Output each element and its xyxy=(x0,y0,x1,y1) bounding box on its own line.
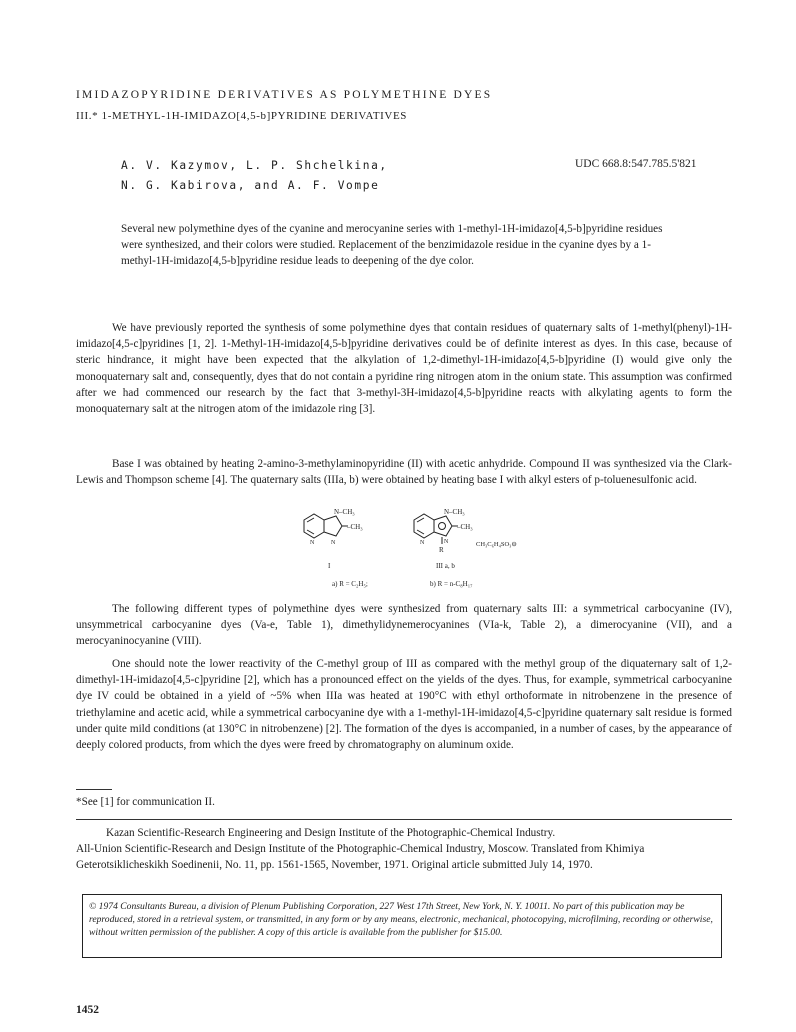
affiliation-block xyxy=(76,825,732,873)
body-paragraph-1 xyxy=(76,320,732,417)
structure-I xyxy=(304,514,348,538)
pyridine-ring xyxy=(414,514,434,538)
label-compound-III: III a, b xyxy=(436,562,455,570)
tosylate-anion: CH₃C₆H₄SO₃⊖ xyxy=(476,541,517,548)
struct-iii-n-pyr: N xyxy=(420,540,425,546)
paragraph-text: Base I was obtained by heating 2-amino-3-methylaminopyridine (II) with acetic anhydride. Compound II was synthesized via the Clark-Lewis and Thompson scheme [4]. The quaternary salts (IIIa, b) were obtained by heating base I with alkyl esters of p-toluenesulfonic acid. xyxy=(76,458,732,487)
substituent-a: a) R = C₂H₅; xyxy=(332,580,368,588)
authors-line-2: N. G. Kabirova, and A. F. Vompe xyxy=(121,179,380,192)
imidazolium-ring xyxy=(434,516,452,536)
pyridine-ring xyxy=(304,514,324,538)
body-paragraph-3 xyxy=(76,601,732,650)
struct-i-ch3: –CH₃ xyxy=(347,523,363,531)
page-number: 1452 xyxy=(76,1004,99,1016)
footnote: *See [1] for communication II. xyxy=(76,796,215,808)
struct-i-n-pyr: N xyxy=(310,540,315,546)
affiliation-line-1: Kazan Scientific-Research Engineering and Design Institute of the Photographic-Chemical Industry. xyxy=(106,827,556,839)
struct-iii-n-imid: N xyxy=(444,539,449,545)
author-list xyxy=(121,156,388,196)
udc-code: UDC 668.8:547.785.5'821 xyxy=(575,158,697,170)
imidazole-ring xyxy=(324,516,342,536)
substituent-b: b) R = n-C₈H₁₇ xyxy=(430,580,473,588)
authors-line-1: A. V. Kazymov, L. P. Shchelkina, xyxy=(121,159,388,172)
footnote-rule xyxy=(76,789,112,790)
struct-iii-nch3: N–CH₃ xyxy=(444,508,465,516)
affiliation-rule xyxy=(76,819,732,820)
struct-i-n-imid: N xyxy=(331,540,336,546)
label-compound-I: I xyxy=(328,562,331,570)
copyright-box: © 1974 Consultants Bureau, a division of Plenum Publishing Corporation, 227 West 17th Street, New York, N. Y. 10011. No part of this publication may be reproduced, stored in a retrieval system, or transmitted, in any form or by any means, electronic, mechanical, photocopying, microfilming, recording or otherwise, without written permission of the publisher. A copy of this article is available from the publisher for $15.00. xyxy=(82,894,722,958)
paragraph-text: One should note the lower reactivity of the C-methyl group of III as compared with the methyl group of the diquaternary salt of 1,2-dimethyl-1H-imidazo[4,5-c]pyridine [2], which has a pronounced effect on the yields of the dyes. Thus, for example, symmetrical carbocyanine dye IV could be obtained in a yield of ~5% when IIIa was heated at 190°C with ethyl orthoformate in nitrobenzene in the presence of triethylamine and acetic acid, while a symmetrical carbocyanine dye with a 1-methyl-1H-imidazo[4,5-c]pyridine quaternary salt residue is formed under quite mild conditions (at 130°C in nitrobenzene) [2]. The formation of the dyes is accompanied, in a number of cases, by the appearance of deeply colored products, from which the dyes were freed by chromatography on aluminum oxide. xyxy=(76,658,732,752)
positive-charge-icon xyxy=(439,523,446,530)
abstract: Several new polymethine dyes of the cyanine and merocyanine series with 1-methyl-1H-imidazo[4,5-b]pyridine residues were synthesized, and their colors were studied. Replacement of the benzimidazole residue in the cyanine dyes by a 1-methyl-1H-imidazo[4,5-b]pyridine residue leads to deepening of the dye color. xyxy=(121,223,663,267)
struct-iii-r: R xyxy=(439,546,444,554)
body-paragraph-4 xyxy=(76,656,732,753)
paragraph-text: The following different types of polymethine dyes were synthesized from quaternary salts III: a symmetrical carbocyanine (IV), unsymmetrical carbocyanine dyes (Va-e, Table 1), dimethylidynemerocyanines (VIa-k, Table 2), a dimerocyanine (VII), and a merocyaninocyanine (VIII). xyxy=(76,603,732,648)
paragraph-text: We have previously reported the synthesis of some polymethine dyes that contain residues of quaternary salts of 1-methyl(phenyl)-1H-imidazo[4,5-c]pyridines [1, 2]. 1-Methyl-1H-imidazo[4,5-b]pyridine derivatives could be of definite interest as dyes. In this case, because of steric hindrance, it might have been expected that the alkylation of 1,2-dimethyl-1H-imidazo[4,5-b]pyridine (I) would give only the monoquaternary salt and, consequently, dyes that do not contain a pyridine ring nitrogen atom in the onium state. This assumption was confirmed after we had commenced our research by the fact that 3-methyl-3H-imidazo[4,5-b]pyridine reacts with alkylating agents to form the monoquaternary salt at the nitrogen atom of the imidazole ring [3]. xyxy=(76,322,732,416)
struct-iii-ch3: –CH₃ xyxy=(457,523,473,531)
article-title: IMIDAZOPYRIDINE DERIVATIVES AS POLYMETHINE DYES xyxy=(76,89,493,101)
body-paragraph-2 xyxy=(76,456,732,488)
article-subtitle: III.* 1-METHYL-1H-IMIDAZO[4,5-b]PYRIDINE DERIVATIVES xyxy=(76,110,408,122)
struct-i-nch3: N–CH₃ xyxy=(334,508,355,516)
chemical-structure-figure xyxy=(290,500,550,590)
affiliation-rest: All-Union Scientific-Research and Design Institute of the Photographic-Chemical Industry, Moscow. Translated from Khimiya Geterotsiklicheskikh Soedinenii, No. 11, pp. 1561-1565, November, 1971. Original article submitted July 14, 1970. xyxy=(76,843,645,871)
